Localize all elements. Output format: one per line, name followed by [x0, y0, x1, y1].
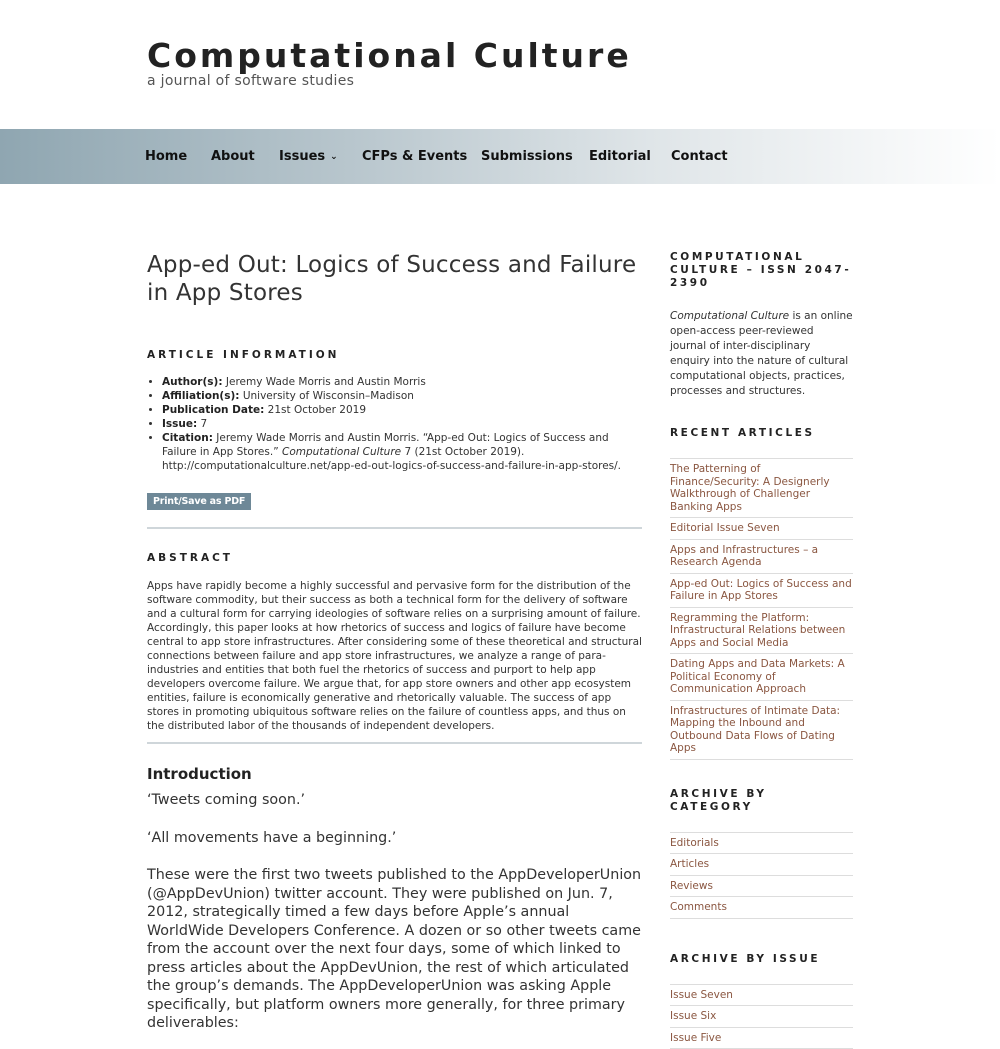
- category-link[interactable]: Articles: [670, 854, 853, 876]
- nav-label: About: [211, 149, 255, 164]
- introduction-heading: Introduction: [147, 765, 642, 783]
- citation-text: 7 (21st October 2019). http://computationalculture.net/app-ed-out-logics-of-success-and-failure-in-app-stores/.: [162, 446, 621, 472]
- info-label: Affiliation(s):: [162, 390, 239, 402]
- about-description: is an online open-access peer-reviewed journal of inter-disciplinary enquiry into the nature of cultural computational objects, practices, processes and structures.: [670, 310, 853, 397]
- article: [147, 251, 642, 1033]
- archive-issue-list: [670, 984, 853, 1049]
- divider: [147, 742, 642, 744]
- info-value: 7: [201, 418, 208, 430]
- nav-item-editorial[interactable]: [589, 149, 651, 164]
- archive-category-title: ARCHIVE BY CATEGORY: [670, 788, 853, 814]
- archive-category-list: [670, 832, 853, 919]
- nav-item-home[interactable]: [145, 149, 187, 164]
- category-link[interactable]: Comments: [670, 897, 853, 919]
- main-navigation: [0, 129, 1000, 184]
- recent-article-link[interactable]: The Patterning of Finance/Security: A Designerly Walkthrough of Challenger Banking Apps: [670, 459, 853, 518]
- info-value: 21st October 2019: [268, 404, 366, 416]
- info-value: Jeremy Wade Morris and Austin Morris: [226, 376, 426, 388]
- nav-item-about[interactable]: [211, 149, 255, 164]
- issue-link[interactable]: Issue Five: [670, 1028, 853, 1049]
- abstract-heading: ABSTRACT: [147, 552, 642, 564]
- sidebar: [670, 251, 853, 1049]
- info-label: Issue:: [162, 418, 197, 430]
- nav-label: Editorial: [589, 149, 651, 164]
- list-item: [162, 375, 642, 389]
- citation-journal: Computational Culture: [282, 446, 401, 458]
- issue-link[interactable]: Issue Seven: [670, 985, 853, 1007]
- nav-label: Issues: [279, 149, 325, 164]
- recent-article-link[interactable]: App-ed Out: Logics of Success and Failure in App Stores: [670, 574, 853, 608]
- article-info-list: [147, 375, 642, 473]
- info-label: Citation:: [162, 432, 213, 444]
- citation-text: Jeremy Wade Morris and Austin Morris. “App-ed Out: Logics of Success and Failure in App Stores.”: [162, 432, 609, 458]
- recent-article-link[interactable]: Infrastructures of Intimate Data: Mapping the Inbound and Outbound Data Flows of Dating Apps: [670, 701, 853, 760]
- print-save-pdf-button[interactable]: Print/Save as PDF: [147, 493, 251, 510]
- nav-item-cfps-events[interactable]: [362, 149, 467, 164]
- nav-label: Submissions: [481, 149, 573, 164]
- paragraph: ‘All movements have a beginning.’: [147, 829, 642, 848]
- sidebar-about-title: COMPUTATIONAL CULTURE – ISSN 2047-2390: [670, 251, 853, 290]
- recent-article-link[interactable]: Editorial Issue Seven: [670, 518, 853, 540]
- category-link[interactable]: Editorials: [670, 833, 853, 855]
- nav-item-contact[interactable]: [671, 149, 728, 164]
- recent-article-link[interactable]: Dating Apps and Data Markets: A Political Economy of Communication Approach: [670, 654, 853, 701]
- nav-label: Home: [145, 149, 187, 164]
- category-link[interactable]: Reviews: [670, 876, 853, 898]
- paragraph: These were the first two tweets published to the AppDeveloperUnion (@AppDevUnion) twitter account. They were published on Jun. 7, 2012, strategically timed a few days before Apple’s annual WorldWide Developers Conference. A dozen or so other tweets came from the account over the next four days, some of which linked to press articles about the AppDevUnion, the rest of which articulated the group’s demands. The AppDeveloperUnion was asking Apple specifically, but platform owners more generally, for three primary deliverables:: [147, 866, 642, 1033]
- paragraph: ‘Tweets coming soon.’: [147, 791, 642, 810]
- info-value: University of Wisconsin–Madison: [243, 390, 414, 402]
- recent-article-link[interactable]: Regramming the Platform: Infrastructural Relations between Apps and Social Media: [670, 608, 853, 655]
- nav-label: Contact: [671, 149, 728, 164]
- list-item: [162, 389, 642, 403]
- chevron-down-icon: ⌄: [330, 152, 338, 162]
- list-item: [162, 431, 642, 473]
- recent-articles-title: RECENT ARTICLES: [670, 427, 853, 440]
- recent-article-link[interactable]: Apps and Infrastructures – a Research Agenda: [670, 540, 853, 574]
- nav-item-issues[interactable]: [279, 149, 338, 164]
- nav-label: CFPs & Events: [362, 149, 467, 164]
- site-title[interactable]: Computational Culture: [147, 36, 632, 75]
- nav-item-submissions[interactable]: [481, 149, 573, 164]
- site-description: a journal of software studies: [147, 73, 354, 89]
- divider: [147, 527, 642, 529]
- info-label: Author(s):: [162, 376, 223, 388]
- issue-link[interactable]: Issue Six: [670, 1006, 853, 1028]
- list-item: [162, 417, 642, 431]
- archive-issue-title: ARCHIVE BY ISSUE: [670, 953, 853, 966]
- journal-name: Computational Culture: [670, 310, 789, 322]
- list-item: [162, 403, 642, 417]
- recent-articles-list: [670, 458, 853, 760]
- info-label: Publication Date:: [162, 404, 264, 416]
- article-info-heading: ARTICLE INFORMATION: [147, 349, 642, 361]
- article-title: App-ed Out: Logics of Success and Failure in App Stores: [147, 251, 642, 307]
- abstract-text: Apps have rapidly become a highly successful and pervasive form for the distribution of the software commodity, but their success as both a technical form for the delivery of software and a cultural form for carrying ideologies of software relies on a surprising amount of failure. Accordingly, this paper looks at how rhetorics of success and logics of failure have become central to app store infrastructures. After considering some of these theoretical and structural connections between failure and app store infrastructures, we analyze a range of para-industries and entities that both fuel the rhetorics of success and purport to help app developers overcome failure. We argue that, for app store owners and other app ecosystem entities, failure is economically generative and rhetorically valuable. The success of app stores in promoting ubiquitous software relies on the failure of countless apps, and thus on the distributed labor of the thousands of independent developers.: [147, 579, 642, 733]
- sidebar-about-text: [670, 309, 853, 399]
